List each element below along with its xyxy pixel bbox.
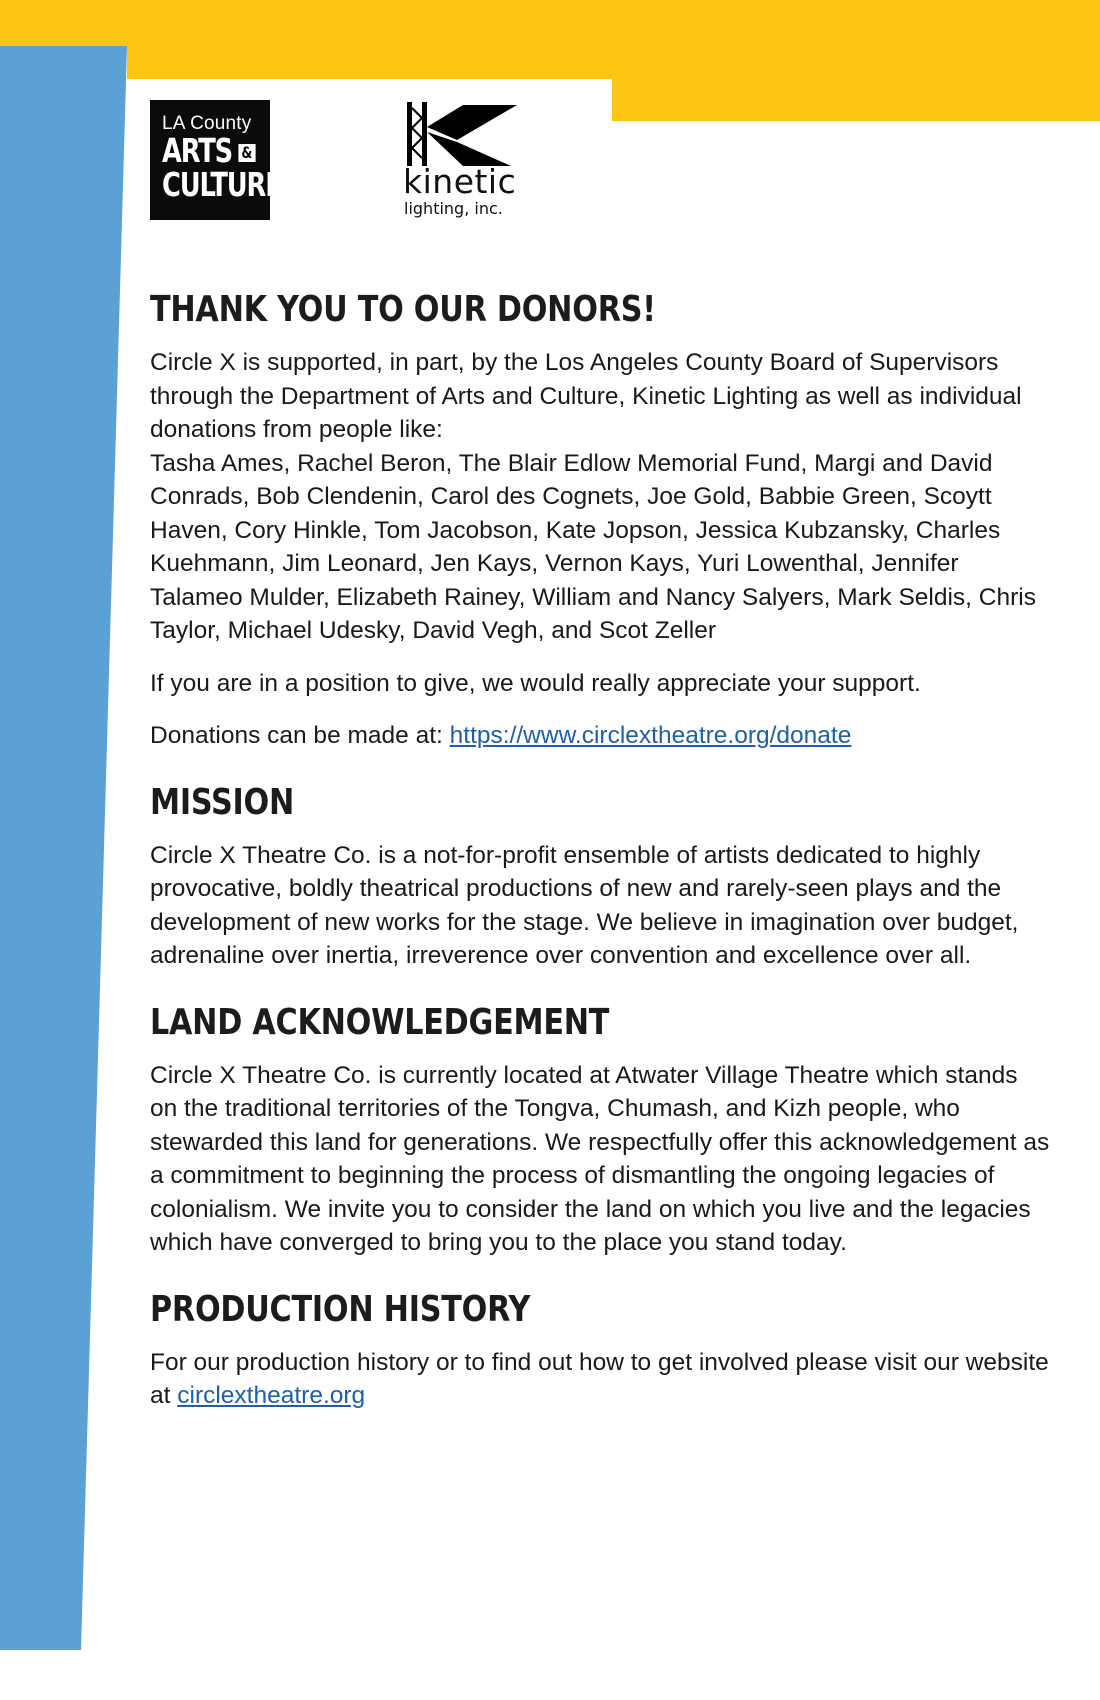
page-content bbox=[150, 290, 1050, 1413]
logo-ampersand: & bbox=[238, 144, 255, 162]
production-history-heading: PRODUCTION HISTORY bbox=[150, 1288, 531, 1330]
land-acknowledgement-section bbox=[150, 1003, 1050, 1260]
land-acknowledgement-heading: LAND ACKNOWLEDGEMENT bbox=[150, 1001, 610, 1043]
land-acknowledgement-body: Circle X Theatre Co. is currently located at Atwater Village Theatre which stands on the traditional territories of the Tongva, Chumash, and Kizh people, who stewarded this land for generations. We respectfully offer this acknowledgement as a commitment to beginning the process of dismantling the ongoing legacies of colonialism. We invite you to consider the land on which you live and the legacies which have converged to bring you to the place you stand today. bbox=[150, 1061, 1050, 1256]
logo-arts-text: ARTS bbox=[162, 131, 233, 170]
logo-kinetic-text: kinetic bbox=[403, 162, 517, 201]
kinetic-k-truss-logo-icon bbox=[405, 102, 520, 166]
production-history-text: For our production history or to find out how to get involved please visit our website at bbox=[150, 1348, 1049, 1409]
la-county-arts-culture-logo bbox=[150, 100, 282, 220]
blue-band bbox=[0, 46, 127, 1650]
donors-intro: Circle X is supported, in part, by the Los Angeles County Board of Supervisors through the Department of Arts and Culture, Kinetic Lighting as well as individual donations from people like: bbox=[150, 349, 1022, 443]
donors-names: Tasha Ames, Rachel Beron, The Blair Edlow Memorial Fund, Margi and David Conrads, Bob Clendenin, Carol des Cognets, Joe Gold, Babbie Green, Scoytt Haven, Cory Hinkle, Tom Jacobson, Kate Jopson, Jessica Kubzansky, Charles Kuehmann, Jim Leonard, Jen Kays, Vernon Kays, Yuri Lowenthal, Jennifer Talameo Mulder, Elizabeth Rainey, William and Nancy Salyers, Mark Seldis, Chris Taylor, Michael Udesky, David Vegh, and Scot Zeller bbox=[150, 449, 1036, 644]
donors-section bbox=[150, 290, 1050, 753]
production-history-section bbox=[150, 1290, 1050, 1413]
production-history-body bbox=[150, 1346, 1050, 1413]
logo-lighting-inc-text: lighting, inc. bbox=[404, 199, 503, 218]
mission-section bbox=[150, 783, 1050, 973]
donors-appeal: If you are in a position to give, we would really appreciate your support. bbox=[150, 669, 921, 697]
donate-link[interactable]: https://www.circlextheatre.org/donate bbox=[449, 722, 852, 749]
logo-la-county-text: LA County bbox=[162, 113, 252, 134]
website-link[interactable]: circlextheatre.org bbox=[177, 1382, 366, 1409]
logo-culture-text: CULTURE bbox=[162, 165, 282, 204]
mission-body: Circle X Theatre Co. is a not-for-profit ensemble of artists dedicated to highly provocative, boldly theatrical productions of new and rarely-seen plays and the development of new works for the stage. We believe in imagination over budget, adrenaline over inertia, irreverence over convention and excellence over all. bbox=[150, 841, 1019, 969]
kinetic-lighting-logo bbox=[400, 100, 540, 225]
mission-heading: MISSION bbox=[150, 781, 295, 823]
donors-heading: THANK YOU TO OUR DONORS! bbox=[150, 289, 656, 330]
donate-prefix: Donations can be made at: bbox=[150, 722, 450, 749]
donate-line bbox=[150, 719, 1050, 753]
